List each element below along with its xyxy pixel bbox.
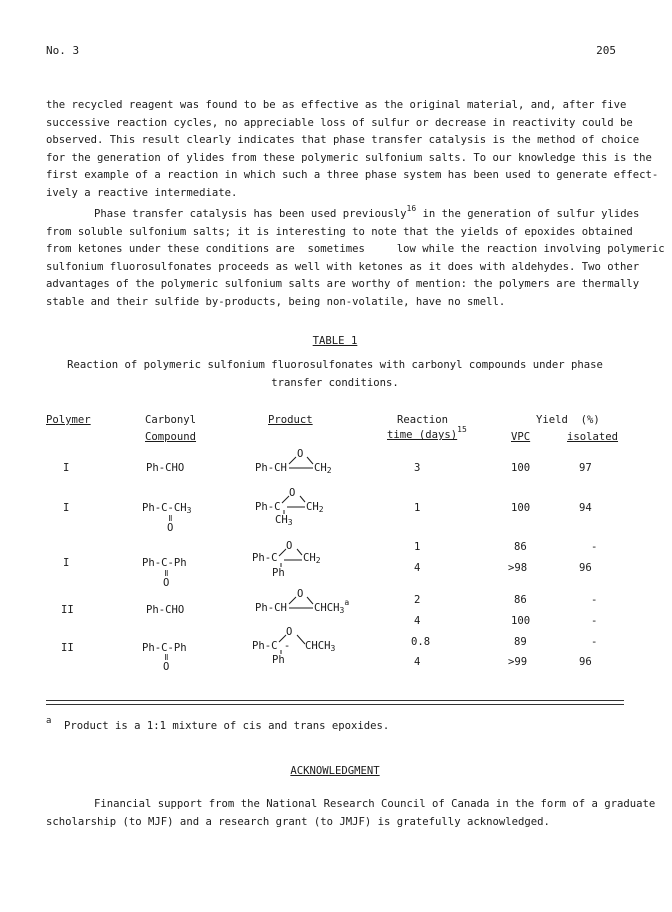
text-line: observed. This result clearly indicates that phase transfer catalysis is the method of choice: [46, 134, 640, 147]
oxygen-atom: O: [286, 626, 293, 638]
acknowledgment-text: [46, 796, 656, 831]
paragraph-2: [46, 204, 665, 312]
row3-time-2: 4: [414, 562, 421, 574]
header-compound: Compound: [145, 431, 197, 443]
row4-vpc-2: 100: [511, 615, 531, 627]
table-bottom-rule-2: [46, 704, 624, 705]
product-left-fragment: [252, 640, 297, 652]
product-right-fragment: [303, 552, 321, 564]
text-line: first example of a reaction in which such a three phase system has been used to generate effect-: [46, 169, 659, 182]
oxygen-atom: O: [297, 448, 304, 460]
text-line: for the generation of ylides from these polymeric sulfonium salts. To our knowledge this is the: [46, 151, 652, 164]
row1-vpc: 100: [511, 462, 531, 474]
table-label: TABLE 1: [312, 335, 358, 347]
table-bottom-rule: [46, 700, 624, 701]
header-carbonyl: Carbonyl: [145, 414, 197, 426]
product-right-fragment: [306, 501, 324, 513]
product-substituent: Ph: [272, 654, 285, 666]
row5-time-2: 4: [414, 656, 421, 668]
row5-carbonyl: Ph-C-Ph: [142, 642, 187, 654]
row4-time-2: 4: [414, 615, 421, 627]
fragment-text: CH: [306, 501, 319, 513]
row2-carbonyl: [142, 502, 191, 514]
oxygen-atom: O: [167, 522, 175, 534]
text-line: Financial support from the National Research Council of Canada in the form of a graduate: [94, 798, 656, 810]
product-left-fragment: Ph-C: [255, 501, 281, 513]
row1-polymer: I: [63, 462, 70, 474]
row4-polymer: II: [61, 604, 74, 616]
header-reaction-time: [387, 425, 467, 441]
row4-carbonyl: Ph-CHO: [146, 604, 185, 616]
reference-superscript: 16: [406, 204, 417, 213]
row3-isolated-1: -: [591, 541, 598, 553]
footnote-superscript: a: [344, 598, 350, 607]
product-right-fragment: [314, 598, 350, 615]
subscript: 3: [287, 518, 293, 527]
row4-isolated-2: -: [591, 615, 598, 627]
oxygen-atom: O: [286, 540, 293, 552]
row5-vpc-2: >99: [508, 656, 528, 668]
row5-carbonyl-oxygen: [163, 655, 169, 673]
carbonyl-text: Ph-C-CH: [142, 502, 187, 514]
text-line: advantages of the polymeric sulfonium salts are worthy of mention: the polymers are thermally: [46, 278, 640, 291]
table-caption-line-2: transfer conditions.: [271, 377, 399, 389]
text-fragment: in the generation of sulfur ylides: [416, 208, 640, 220]
row1-time: 3: [414, 462, 421, 474]
text-line: successive reaction cycles, no appreciable loss of sulfur or decrease in reactivity could be: [46, 116, 633, 129]
row4-vpc-1: 86: [514, 594, 527, 606]
row5-time-1: 0.8: [411, 636, 431, 648]
subscript: 2: [315, 556, 321, 565]
row4-isolated-1: -: [591, 594, 598, 606]
row2-time: 1: [414, 502, 421, 514]
fragment-text: CH: [275, 514, 288, 526]
double-bond-mark: ǁ: [164, 569, 169, 578]
row3-carbonyl: Ph-C-Ph: [142, 557, 187, 569]
header-yield: Yield (%): [536, 414, 600, 426]
text-line: scholarship (to MJF) and a research grant (to JMJF) is gratefully acknowledged.: [46, 815, 550, 828]
page-number: 205: [596, 44, 616, 57]
product-left-fragment: Ph-CH: [255, 602, 287, 614]
reaction-time-label: time (days): [387, 429, 458, 441]
oxygen-atom: O: [289, 487, 296, 499]
paragraph-1: [46, 97, 659, 203]
product-substituent: [275, 514, 293, 526]
row2-vpc: 100: [511, 502, 531, 514]
product-substituent: Ph: [272, 567, 285, 579]
product-left-fragment: Ph-C: [252, 552, 278, 564]
fragment-text: CH: [303, 552, 316, 564]
row2-isolated: 94: [579, 502, 592, 514]
row2-polymer: I: [63, 502, 70, 514]
header-polymer: Polymer: [46, 414, 91, 426]
text-line: the recycled reagent was found to be as effective as the original material, and, after five: [46, 99, 627, 111]
text-line: stable and their sulfide by-products, being non-volatile, have no smell.: [46, 295, 506, 308]
fragment-text: CHCH: [314, 602, 340, 614]
subscript: 3: [330, 644, 336, 653]
fragment-text: Ph-C: [252, 640, 278, 652]
text-line: [46, 204, 640, 224]
row5-isolated-1: -: [591, 636, 598, 648]
header-isolated: isolated: [567, 431, 619, 443]
row3-time-1: 1: [414, 541, 421, 553]
row1-carbonyl: Ph-CHO: [146, 462, 185, 474]
subscript: 3: [339, 606, 345, 615]
header-product: Product: [268, 414, 313, 426]
oxygen-atom: O: [297, 588, 304, 600]
row3-vpc-1: 86: [514, 541, 527, 553]
row5-vpc-1: 89: [514, 636, 527, 648]
product-left-fragment: Ph-CH: [255, 462, 287, 474]
row3-vpc-2: >98: [508, 562, 528, 574]
row3-carbonyl-oxygen: [163, 571, 169, 589]
subscript: 2: [318, 505, 324, 514]
text-fragment: Phase transfer catalysis has been used previously: [94, 208, 407, 220]
subscript: 2: [326, 466, 332, 475]
double-bond-mark: ǁ: [168, 514, 174, 523]
oxygen-atom: O: [163, 661, 170, 673]
oxygen-atom: O: [163, 577, 170, 589]
row5-polymer: II: [61, 642, 74, 654]
text-line: from ketones under these conditions are sometimes low while the reaction involving polymeric: [46, 243, 665, 256]
row3-isolated-2: 96: [579, 562, 592, 574]
subscript: 3: [186, 506, 192, 515]
text-line: from soluble sulfonium salts; it is interesting to note that the yields of epoxides obtained: [46, 225, 633, 238]
fragment-bond: -: [277, 640, 297, 652]
fragment-text: CH: [314, 462, 327, 474]
row2-carbonyl-oxygen: [167, 516, 174, 534]
product-right-fragment: [314, 462, 332, 474]
acknowledgment-title: ACKNOWLEDGMENT: [290, 765, 380, 777]
table-caption-line-1: Reaction of polymeric sulfonium fluorosulfonates with carbonyl compounds under phase: [67, 359, 603, 371]
text-line: ively a reactive intermediate.: [46, 186, 238, 199]
header-reaction: Reaction: [397, 414, 449, 426]
row4-time-1: 2: [414, 594, 421, 606]
row5-isolated-2: 96: [579, 656, 592, 668]
row1-isolated: 97: [579, 462, 592, 474]
footnote-text: Product is a 1:1 mixture of cis and trans epoxides.: [64, 720, 390, 732]
text-line: sulfonium fluorosulfonates proceeds as well with ketones as it does with aldehydes. Two other: [46, 260, 640, 273]
product-right-fragment: [305, 640, 335, 652]
fragment-text: CHCH: [305, 640, 331, 652]
footnote-mark: a: [46, 716, 52, 726]
header-vpc: VPC: [511, 431, 531, 443]
double-bond-mark: ǁ: [164, 653, 169, 662]
issue-number: No. 3: [46, 44, 80, 57]
reference-superscript: 15: [457, 425, 467, 434]
row3-polymer: I: [63, 557, 70, 569]
